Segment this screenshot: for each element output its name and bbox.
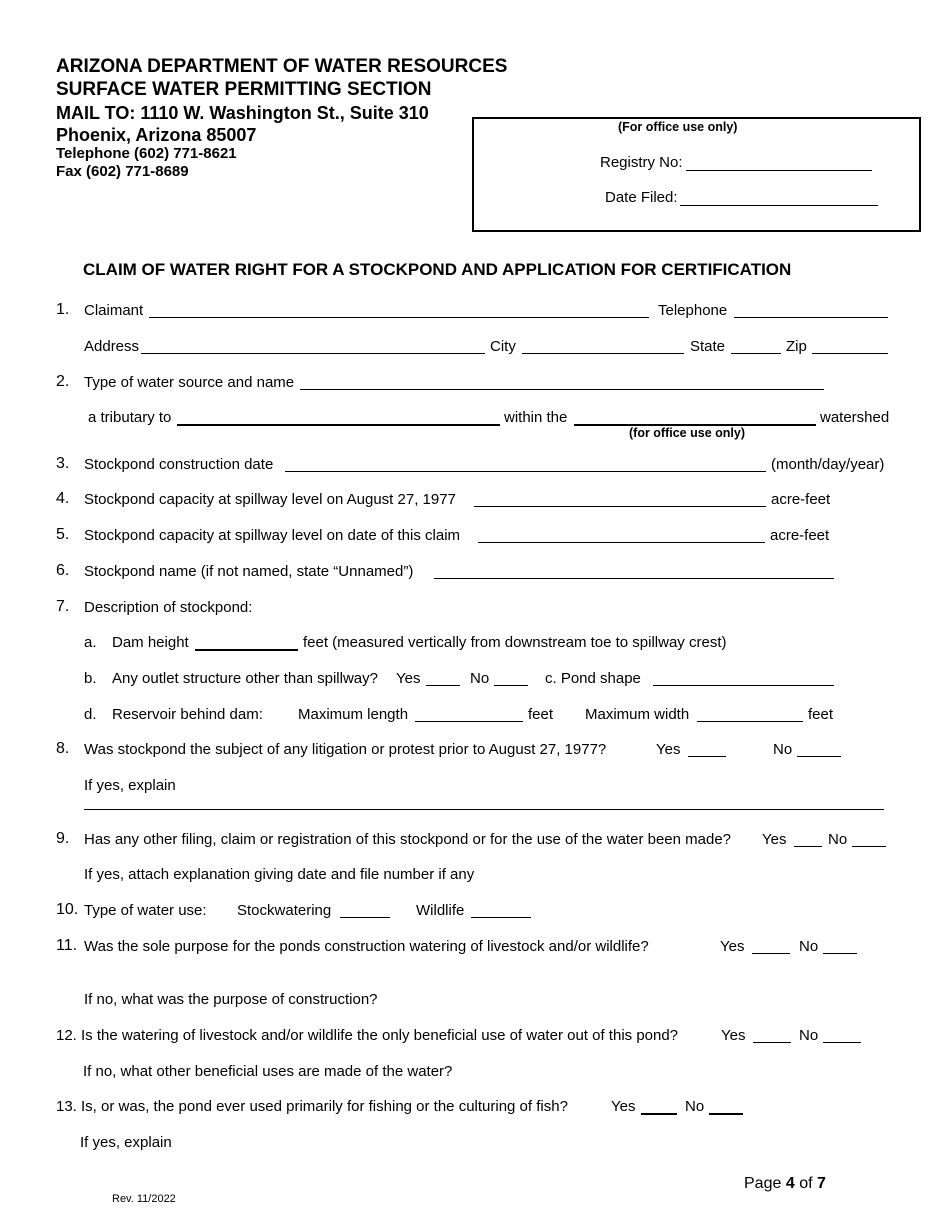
tributary-label: a tributary to [88, 409, 172, 426]
reservoir-label: Reservoir behind dam: [112, 706, 263, 723]
registry-number-label: Registry No: [600, 154, 683, 171]
date-format-hint: (month/day/year) [771, 456, 885, 473]
outlet-no-label: No [470, 670, 490, 687]
water-source-label: Type of water source and name [84, 374, 295, 391]
q11-number: 11. [56, 937, 78, 954]
beneficial-use-no-label: No [799, 1027, 819, 1044]
stockpond-name-field[interactable] [434, 578, 834, 579]
q1-number: 1. [56, 301, 70, 318]
page-word: Page [744, 1175, 782, 1192]
section-name: SURFACE WATER PERMITTING SECTION [56, 79, 432, 100]
wildlife-label: Wildlife [416, 902, 465, 919]
litigation-explain-field[interactable] [84, 809, 884, 810]
fishing-no-label: No [685, 1098, 705, 1115]
max-length-label: Maximum length [298, 706, 409, 723]
claimant-field[interactable] [149, 317, 649, 318]
mail-to-address: MAIL TO: 1110 W. Washington St., Suite 310 [56, 103, 429, 123]
other-filing-no-label: No [828, 831, 848, 848]
sole-purpose-yes-label: Yes [720, 938, 745, 955]
q7-number: 7. [56, 598, 70, 615]
claimant-telephone-field[interactable] [734, 317, 888, 318]
registry-number-field [686, 170, 872, 171]
capacity-current-label: Stockpond capacity at spillway level on date of this claim [84, 527, 461, 544]
of-word: of [799, 1175, 813, 1192]
litigation-no-label: No [773, 741, 793, 758]
other-filing-yes-field[interactable] [794, 846, 822, 847]
outlet-yes-label: Yes [396, 670, 421, 687]
fishing-explain-label: If yes, explain [80, 1134, 172, 1151]
other-filing-no-field[interactable] [852, 846, 886, 847]
capacity-current-field[interactable] [478, 542, 765, 543]
max-width-unit: feet [808, 706, 834, 723]
capacity-current-unit: acre-feet [770, 527, 830, 544]
q8-number: 8. [56, 740, 70, 757]
max-length-unit: feet [528, 706, 554, 723]
address-field[interactable] [141, 353, 485, 354]
capacity-1977-field[interactable] [474, 506, 766, 507]
agency-fax: Fax (602) 771-8689 [56, 163, 189, 180]
claimant-label: Claimant [84, 302, 144, 319]
dam-height-field[interactable] [195, 649, 298, 651]
capacity-1977-unit: acre-feet [771, 491, 831, 508]
date-filed-field [680, 205, 878, 206]
capacity-1977-label: Stockpond capacity at spillway level on August 27, 1977 [84, 491, 456, 508]
office-use-caption: (For office use only) [618, 120, 738, 134]
construction-date-label: Stockpond construction date [84, 456, 274, 473]
dam-height-unit: feet (measured vertically from downstream toe to spillway crest) [303, 634, 727, 651]
q7d-letter: d. [84, 706, 97, 723]
sole-purpose-no-field[interactable] [823, 953, 857, 954]
fishing-yes-field[interactable] [641, 1113, 677, 1115]
pond-shape-label: c. Pond shape [545, 670, 641, 687]
outlet-yes-field[interactable] [426, 685, 460, 686]
address-label: Address [84, 338, 140, 355]
construction-purpose-label: If no, what was the purpose of construction? [84, 991, 378, 1008]
state-field[interactable] [731, 353, 781, 354]
other-filing-yes-label: Yes [762, 831, 787, 848]
wildlife-field[interactable] [471, 917, 531, 918]
litigation-explain-label: If yes, explain [84, 777, 176, 794]
q5-number: 5. [56, 526, 70, 543]
other-uses-label: If no, what other beneficial uses are made of the water? [83, 1063, 453, 1080]
fishing-yes-label: Yes [611, 1098, 636, 1115]
agency-telephone: Telephone (602) 771-8621 [56, 145, 237, 162]
q7a-letter: a. [84, 634, 97, 651]
q3-number: 3. [56, 455, 70, 472]
beneficial-use-no-field[interactable] [823, 1042, 861, 1043]
description-label: Description of stockpond: [84, 599, 253, 616]
agency-name: ARIZONA DEPARTMENT OF WATER RESOURCES [56, 56, 508, 77]
beneficial-use-yes-field[interactable] [753, 1042, 791, 1043]
date-filed-label: Date Filed: [605, 189, 678, 206]
stockwatering-field[interactable] [340, 917, 390, 918]
q9-number: 9. [56, 830, 70, 847]
stockpond-name-label: Stockpond name (if not named, state “Unnamed”) [84, 563, 414, 580]
litigation-yes-label: Yes [656, 741, 681, 758]
water-source-field[interactable] [300, 389, 824, 390]
watershed-label: watershed [820, 409, 890, 426]
beneficial-use-label: 12. Is the watering of livestock and/or wildlife the only beneficial use of water out of this pond? [56, 1027, 679, 1044]
water-use-label: Type of water use: [84, 902, 207, 919]
revision-date: Rev. 11/2022 [112, 1193, 176, 1205]
outlet-structure-label: Any outlet structure other than spillway? [112, 670, 378, 687]
dam-height-label: Dam height [112, 634, 189, 651]
zip-field[interactable] [812, 353, 888, 354]
city-state-zip: Phoenix, Arizona 85007 [56, 125, 257, 145]
q10-number: 10. [56, 901, 79, 918]
zip-label: Zip [786, 338, 807, 355]
beneficial-use-yes-label: Yes [721, 1027, 746, 1044]
sole-purpose-label: Was the sole purpose for the ponds construction watering of livestock and/or wildlife? [84, 938, 649, 955]
office-use-box [472, 117, 921, 232]
pond-shape-field[interactable] [653, 685, 834, 686]
state-label: State [690, 338, 726, 355]
construction-date-field[interactable] [285, 471, 766, 472]
q7b-letter: b. [84, 670, 97, 687]
max-width-label: Maximum width [585, 706, 690, 723]
litigation-yes-field[interactable] [688, 756, 726, 757]
litigation-no-field[interactable] [797, 756, 841, 757]
page-total: 7 [816, 1175, 826, 1192]
city-field[interactable] [522, 353, 684, 354]
office-use-note: (for office use only) [629, 426, 745, 440]
claimant-telephone-label: Telephone [658, 302, 728, 319]
outlet-no-field[interactable] [494, 685, 528, 686]
q6-number: 6. [56, 562, 70, 579]
max-width-field[interactable] [697, 721, 803, 722]
fishing-no-field[interactable] [709, 1113, 743, 1115]
q4-number: 4. [56, 490, 70, 507]
stockwatering-label: Stockwatering [237, 902, 332, 919]
fishing-label: 13. Is, or was, the pond ever used primarily for fishing or the culturing of fish? [56, 1098, 568, 1115]
tributary-field[interactable] [177, 424, 500, 426]
other-filing-explain-label: If yes, attach explanation giving date and file number if any [84, 866, 475, 883]
litigation-label: Was stockpond the subject of any litigation or protest prior to August 27, 1977? [84, 741, 607, 758]
max-length-field[interactable] [415, 721, 523, 722]
city-label: City [490, 338, 516, 355]
page-number: 4 [785, 1175, 795, 1192]
within-label: within the [504, 409, 568, 426]
sole-purpose-no-label: No [799, 938, 819, 955]
form-title: CLAIM OF WATER RIGHT FOR A STOCKPOND AND APPLICATION FOR CERTIFICATION [83, 260, 792, 279]
page-indicator [744, 1174, 826, 1193]
q2-number: 2. [56, 373, 70, 390]
other-filing-label: Has any other filing, claim or registration of this stockpond or for the use of the water been made? [84, 831, 732, 848]
sole-purpose-yes-field[interactable] [752, 953, 790, 954]
